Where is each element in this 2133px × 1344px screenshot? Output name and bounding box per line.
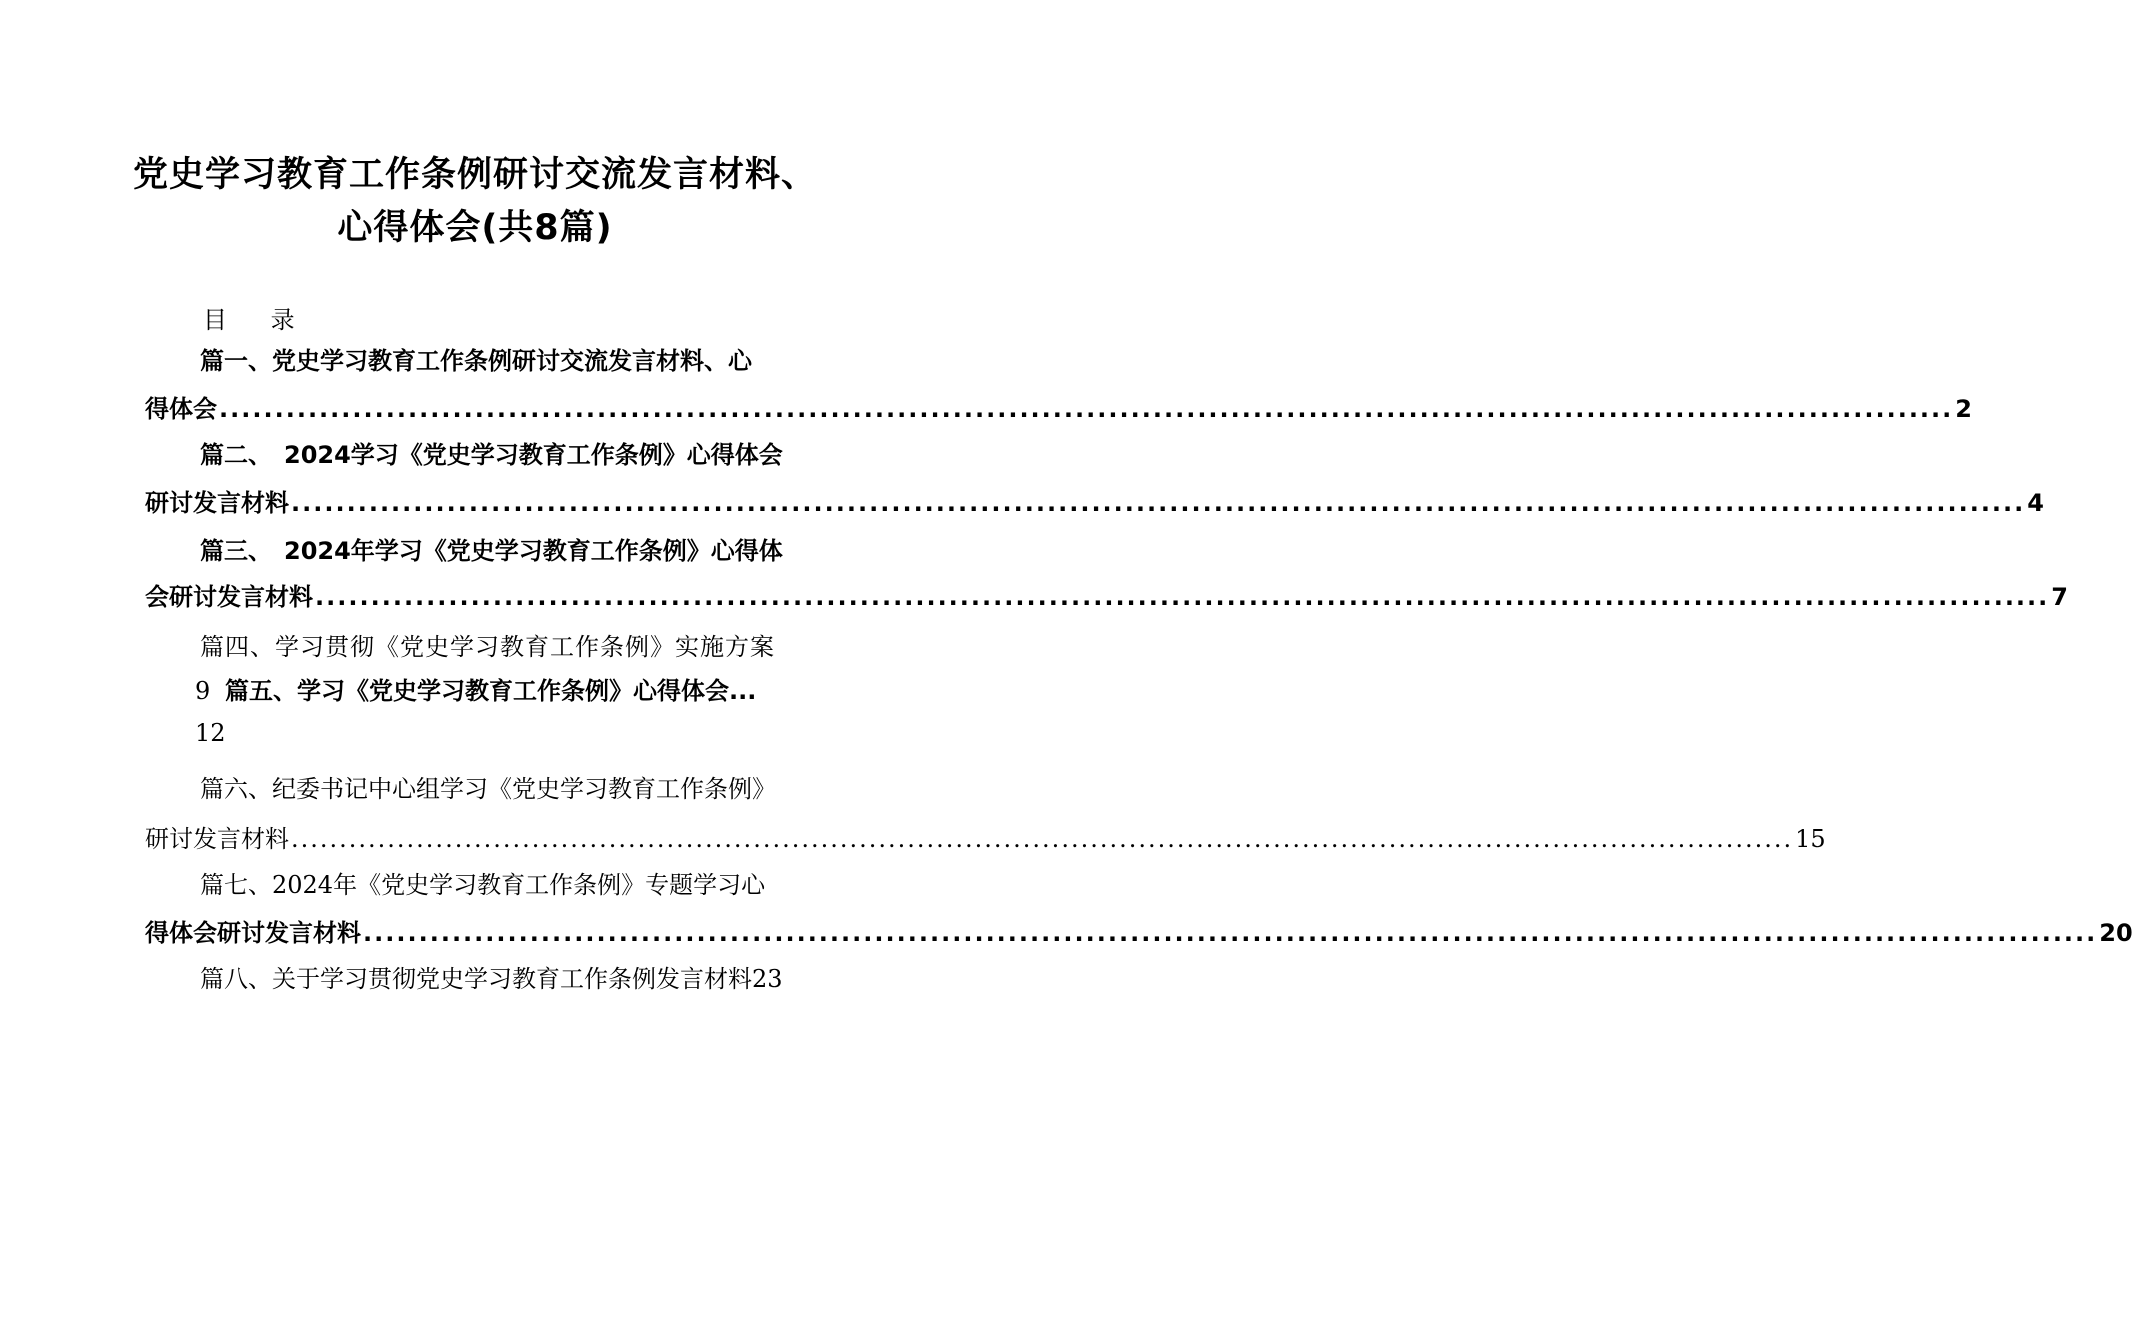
toc-entry-1-page: 2 <box>1955 395 1972 423</box>
toc-entry-2-line2[interactable] <box>145 486 2044 520</box>
toc-entry-7-page: 20 <box>2099 919 2133 947</box>
toc-leader-dots: ............................................................................................................................................................ <box>219 395 1954 423</box>
toc-entry-6-text: 研讨发言材料 <box>145 825 289 853</box>
toc-entry-7-text: 得体会研讨发言材料 <box>145 919 361 947</box>
toc-leader-dots: ............................................................................................................................................................ <box>291 489 2026 517</box>
toc-entry-2-text: 研讨发言材料 <box>145 489 289 517</box>
toc-entry-3-text: 会研讨发言材料 <box>145 583 313 611</box>
toc-entry-6-line1[interactable]: 篇六、纪委书记中心组学习《党史学习教育工作条例》 <box>200 775 776 803</box>
toc-entry-4-line1[interactable]: 篇四、学习贯彻《党史学习教育工作条例》实施方案 <box>200 633 775 661</box>
toc-leader-dots: ............................................................................................................................................................ <box>315 583 2050 611</box>
toc-leader-dots: ............................................................................................................................................................ <box>291 825 1794 853</box>
toc-entry-6-line2[interactable] <box>145 822 1826 856</box>
toc-entry-3-line1[interactable]: 篇三、 2024年学习《党史学习教育工作条例》心得体 <box>200 537 783 565</box>
toc-heading: 目 录 <box>203 306 313 334</box>
toc-entry-2-page: 4 <box>2027 489 2044 517</box>
toc-entry-1-text: 得体会 <box>145 395 217 423</box>
toc-entry-1-line2[interactable] <box>145 392 1972 426</box>
toc-entry-5-page: 12 <box>195 719 226 747</box>
toc-entry-8-line1[interactable] <box>200 962 822 996</box>
toc-entry-1-line1[interactable]: 篇一、党史学习教育工作条例研讨交流发言材料、心 <box>200 347 752 375</box>
toc-entry-2-line1[interactable]: 篇二、 2024学习《党史学习教育工作条例》心得体会 <box>200 441 783 469</box>
toc-entry-8-page: 23 <box>752 965 783 993</box>
toc-entry-7-line2[interactable] <box>145 916 2133 950</box>
toc-entry-3-page: 7 <box>2051 583 2068 611</box>
toc-entry-7-line1[interactable]: 篇七、2024年《党史学习教育工作条例》专题学习心 <box>200 871 766 899</box>
toc-leader-dots: ............................................................................................................................................................ <box>363 919 2098 947</box>
document-title-line1: 党史学习教育工作条例研讨交流发言材料、 <box>132 155 817 195</box>
toc-entry-3-line2[interactable] <box>145 580 2068 614</box>
toc-entry-6-page: 15 <box>1795 825 1826 853</box>
toc-entry-5-line1[interactable]: 篇五、学习《党史学习教育工作条例》心得体会... <box>225 677 757 705</box>
toc-entry-4-page: 9 <box>195 677 211 705</box>
toc-entry-8-text: 篇八、关于学习贯彻党史学习教育工作条例发言材料 <box>200 965 752 993</box>
document-title-line2: 心得体会(共8篇) <box>337 208 613 248</box>
